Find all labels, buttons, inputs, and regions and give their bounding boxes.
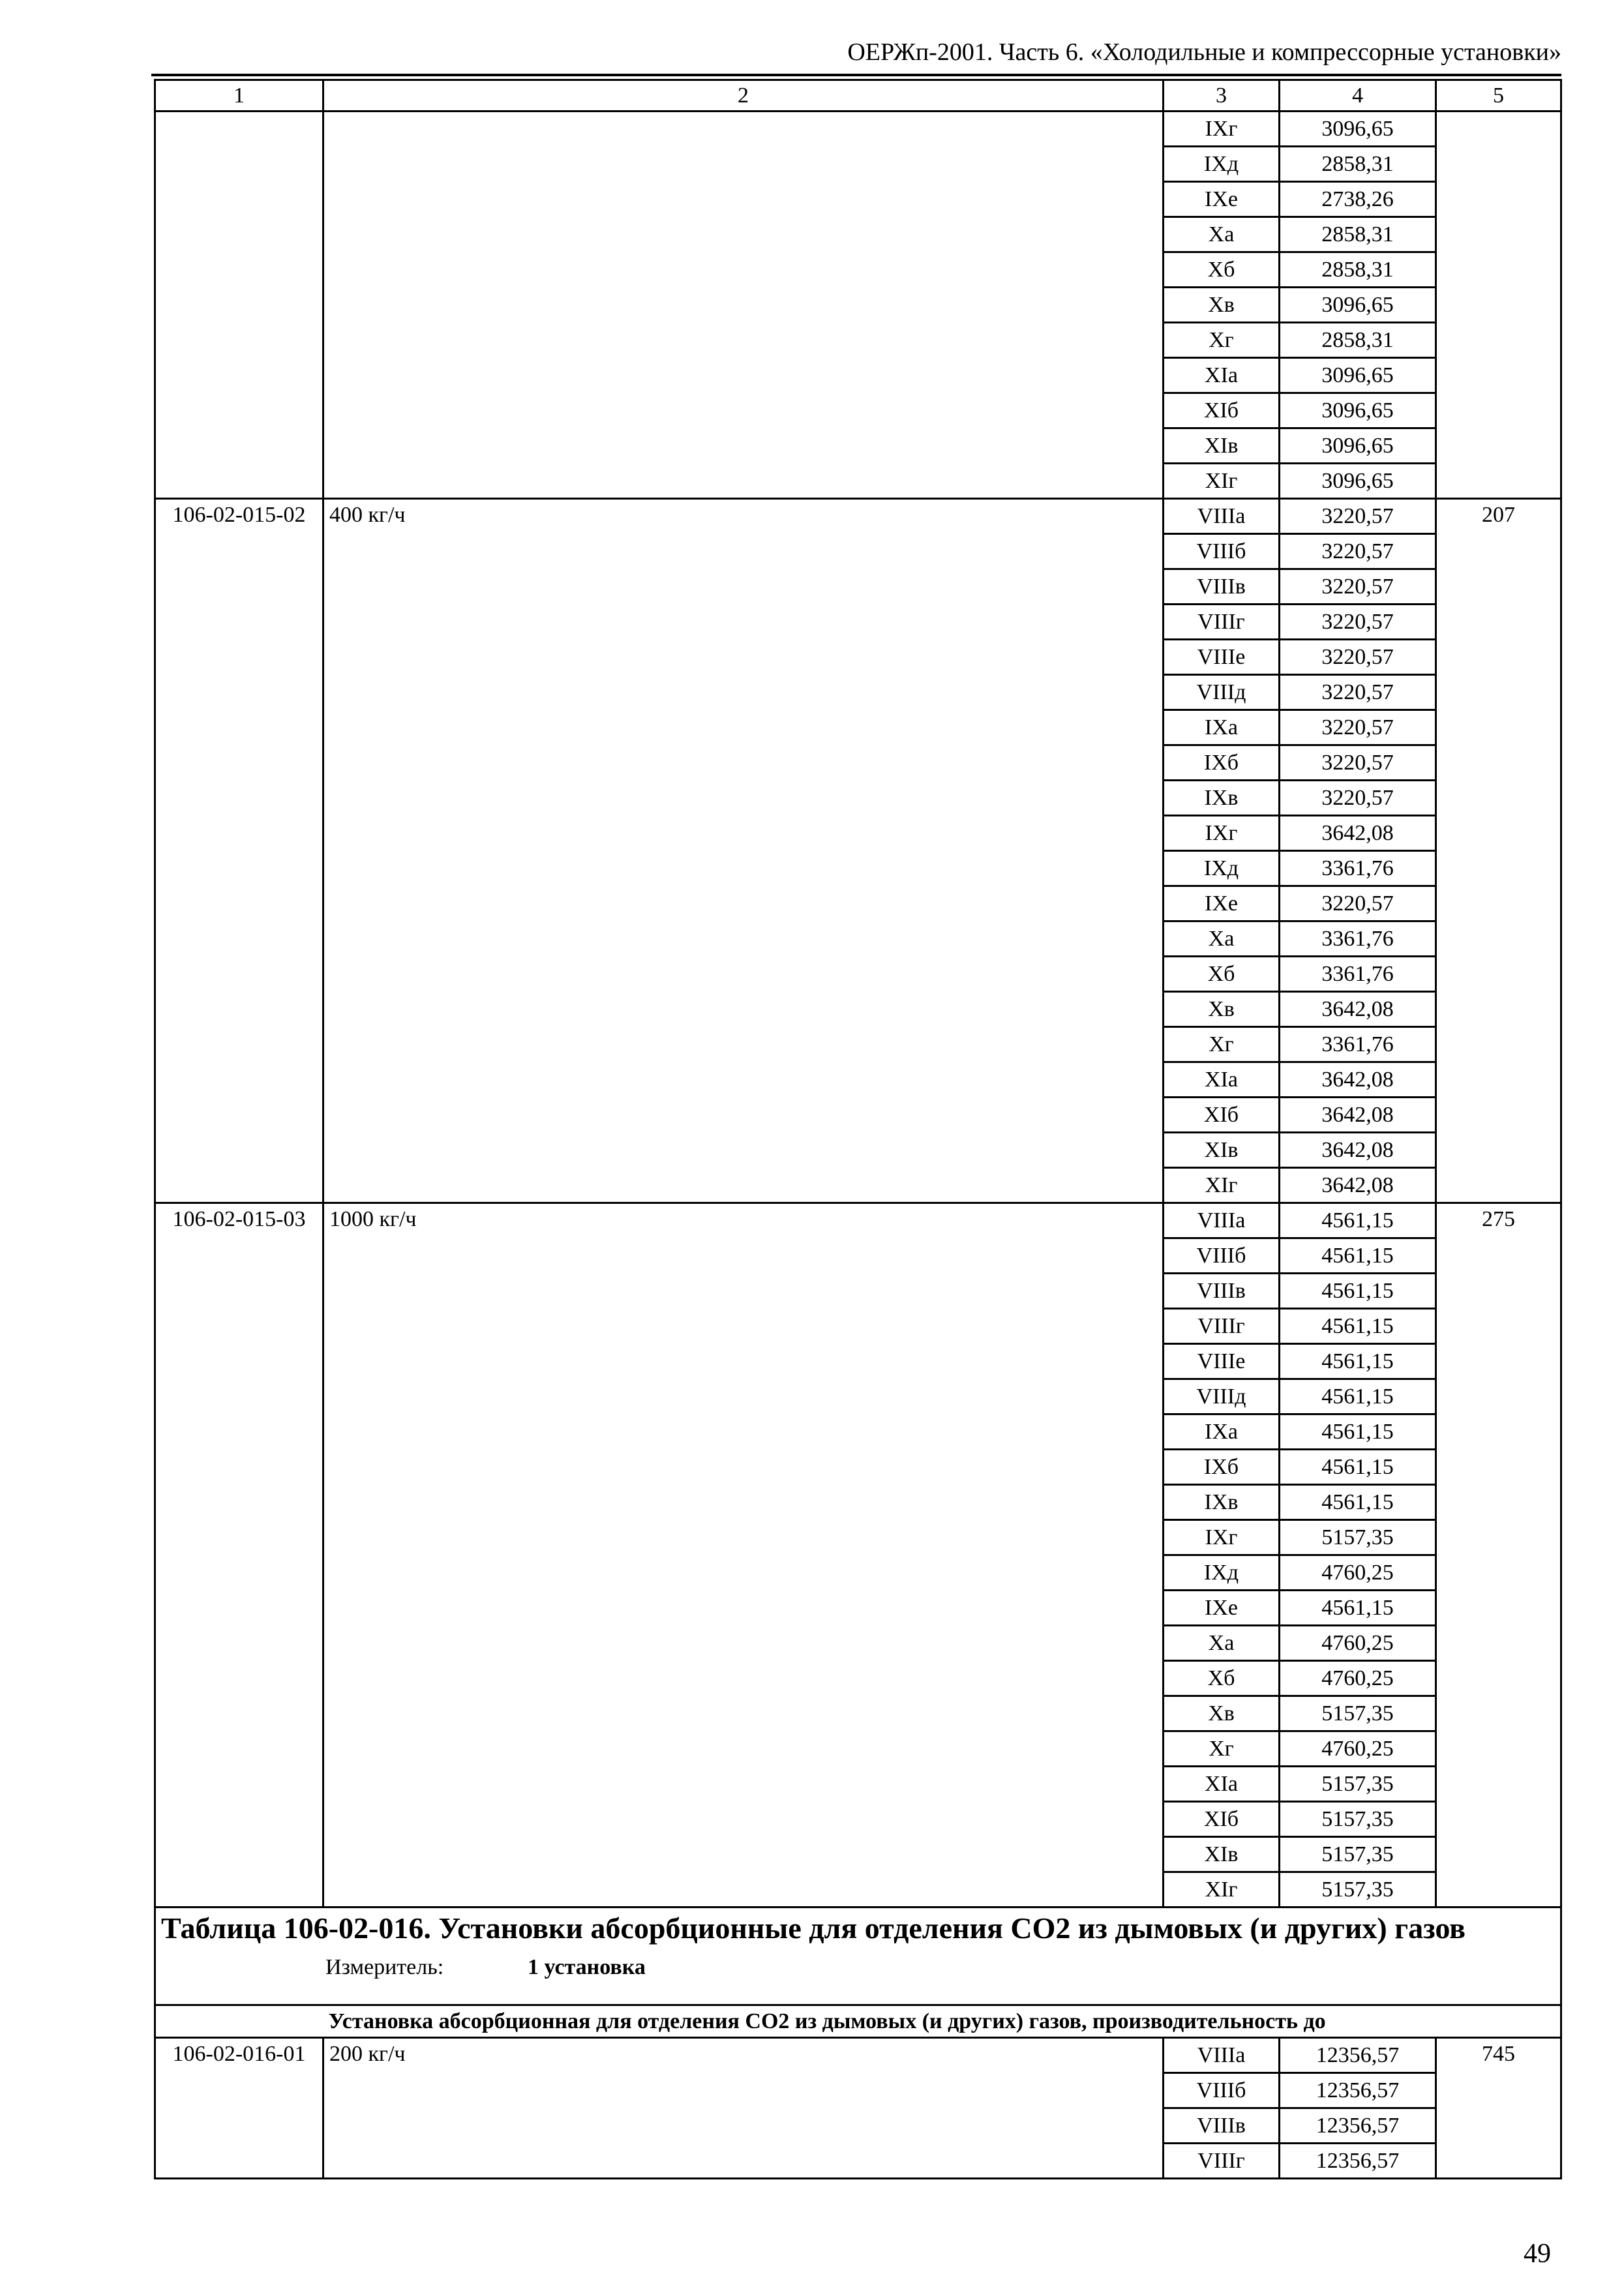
rate-value-cell: 4561,15 [1280,1379,1436,1414]
table-row [155,1203,1561,1238]
rate-value-cell: 3361,76 [1280,921,1436,957]
rate-value-cell: 4561,15 [1280,1344,1436,1379]
rate-value-cell: 3361,76 [1280,1027,1436,1062]
region-code-cell: XIа [1164,358,1280,393]
region-code-cell: VIIIг [1164,605,1280,640]
rates-table [154,79,1562,2179]
entry-description-cell: 1000 кг/ч [323,1203,1164,1908]
region-code-cell: Xа [1164,217,1280,252]
rate-value-cell: 12356,57 [1280,2038,1436,2073]
region-code-cell: Xг [1164,1731,1280,1767]
rates-table-body [155,80,1561,2179]
column-5-cell: 275 [1436,1203,1561,1908]
rate-value-cell: 3642,08 [1280,1098,1436,1133]
rate-value-cell: 3220,57 [1280,605,1436,640]
rate-value-cell: 3220,57 [1280,886,1436,921]
rate-value-cell: 3220,57 [1280,675,1436,710]
rate-value-cell: 3220,57 [1280,569,1436,605]
rate-value-cell: 3642,08 [1280,1133,1436,1168]
rate-value-cell: 3096,65 [1280,358,1436,393]
rate-value-cell: 4561,15 [1280,1485,1436,1520]
region-code-cell: IXв [1164,781,1280,816]
rate-value-cell: 4561,15 [1280,1238,1436,1274]
region-code-cell: XIб [1164,1098,1280,1133]
meter-label: Измеритель: [325,1955,444,1979]
entry-description-cell: 200 кг/ч [323,2038,1164,2179]
rate-value-cell: 3642,08 [1280,992,1436,1027]
region-code-cell: VIIIд [1164,675,1280,710]
page-number: 49 [1524,2239,1551,2269]
region-code-cell: VIIIг [1164,1309,1280,1344]
region-code-cell: VIIIе [1164,640,1280,675]
region-code-cell: Xг [1164,323,1280,358]
rate-value-cell: 4561,15 [1280,1309,1436,1344]
region-code-cell: XIа [1164,1767,1280,1802]
rate-value-cell: 3361,76 [1280,851,1436,886]
rate-value-cell: 3096,65 [1280,112,1436,147]
column-number: 4 [1280,80,1436,112]
region-code-cell: VIIIг [1164,2144,1280,2179]
rate-value-cell: 12356,57 [1280,2073,1436,2108]
column-number: 3 [1164,80,1280,112]
rate-value-cell: 5157,35 [1280,1767,1436,1802]
rate-value-cell: 5157,35 [1280,1872,1436,1908]
rate-value-cell: 3642,08 [1280,816,1436,851]
rate-value-cell: 3096,65 [1280,464,1436,499]
group-heading: Установка абсорбционная для отделения СО2 из дымовых (и других) газов, производительность до [323,2005,1561,2038]
rate-value-cell: 4561,15 [1280,1274,1436,1309]
rate-value-cell: 5157,35 [1280,1837,1436,1872]
rate-value-cell: 2858,31 [1280,252,1436,288]
region-code-cell: Xв [1164,992,1280,1027]
region-code-cell: XIа [1164,1062,1280,1098]
region-code-cell: XIг [1164,1168,1280,1203]
column-5-cell [1436,112,1561,499]
region-code-cell: VIIIа [1164,499,1280,534]
rate-value-cell: 3361,76 [1280,957,1436,992]
region-code-cell: VIIIв [1164,569,1280,605]
rate-value-cell: 2858,31 [1280,323,1436,358]
region-code-cell: VIIIе [1164,1344,1280,1379]
region-code-cell: VIIIв [1164,1274,1280,1309]
region-code-cell: VIIIб [1164,534,1280,569]
entry-id-cell: 106-02-015-03 [155,1203,323,1908]
region-code-cell: VIIIв [1164,2108,1280,2144]
rate-value-cell: 12356,57 [1280,2144,1436,2179]
table-row [155,112,1561,147]
rate-value-cell: 3220,57 [1280,640,1436,675]
region-code-cell: VIIIд [1164,1379,1280,1414]
rate-value-cell: 4760,25 [1280,1555,1436,1591]
region-code-cell: IXд [1164,147,1280,182]
rate-value-cell: 4760,25 [1280,1626,1436,1661]
region-code-cell: VIIIа [1164,1203,1280,1238]
rate-value-cell: 4561,15 [1280,1414,1436,1450]
region-code-cell: IXе [1164,1591,1280,1626]
region-code-cell: Xв [1164,288,1280,323]
rate-value-cell: 2858,31 [1280,147,1436,182]
region-code-cell: Xв [1164,1696,1280,1731]
entry-id-cell: 106-02-016-01 [155,2038,323,2179]
group-heading-row [155,2005,1561,2038]
running-header: ОЕРЖп-2001. Часть 6. «Холодильные и компрессорные установки» [847,38,1561,66]
region-code-cell: VIIIа [1164,2038,1280,2073]
header-rule [151,74,1561,76]
region-code-cell: VIIIб [1164,2073,1280,2108]
rate-value-cell: 3096,65 [1280,393,1436,428]
rate-value-cell: 4561,15 [1280,1450,1436,1485]
rate-value-cell: 3220,57 [1280,499,1436,534]
region-code-cell: XIб [1164,1802,1280,1837]
rate-value-cell: 4760,25 [1280,1731,1436,1767]
region-code-cell: IXд [1164,1555,1280,1591]
column-number: 5 [1436,80,1561,112]
rate-value-cell: 2858,31 [1280,217,1436,252]
region-code-cell: Xб [1164,1661,1280,1696]
rate-value-cell: 12356,57 [1280,2108,1436,2144]
rate-value-cell: 3096,65 [1280,288,1436,323]
group-heading-spacer [155,2005,323,2038]
column-number-row [155,80,1561,112]
rate-value-cell: 5157,35 [1280,1520,1436,1555]
table-row [155,499,1561,534]
rate-value-cell: 4561,15 [1280,1591,1436,1626]
region-code-cell: Xа [1164,1626,1280,1661]
region-code-cell: IXд [1164,851,1280,886]
region-code-cell: Xб [1164,252,1280,288]
table-title-row [155,1908,1561,2005]
rate-value-cell: 3642,08 [1280,1168,1436,1203]
region-code-cell: Xб [1164,957,1280,992]
region-code-cell: XIв [1164,1133,1280,1168]
region-code-cell: IXе [1164,182,1280,217]
rate-value-cell: 4760,25 [1280,1661,1436,1696]
meter-line [161,1946,1557,1979]
region-code-cell: IXг [1164,1520,1280,1555]
rate-value-cell: 3096,65 [1280,428,1436,464]
column-number: 1 [155,80,323,112]
entry-description-cell [323,112,1164,499]
region-code-cell: XIг [1164,464,1280,499]
rate-value-cell: 5157,35 [1280,1696,1436,1731]
rate-value-cell: 3220,57 [1280,745,1436,781]
meter-value: 1 установка [528,1955,646,1979]
region-code-cell: Xг [1164,1027,1280,1062]
region-code-cell: XIб [1164,393,1280,428]
region-code-cell: IXв [1164,1485,1280,1520]
entry-description-cell: 400 кг/ч [323,499,1164,1203]
rate-value-cell: 2738,26 [1280,182,1436,217]
region-code-cell: IXе [1164,886,1280,921]
column-number: 2 [323,80,1164,112]
region-code-cell: XIв [1164,1837,1280,1872]
rate-value-cell: 5157,35 [1280,1802,1436,1837]
table-title: Таблица 106-02-016. Установки абсорбционные для отделения СО2 из дымовых (и других) газов [161,1911,1466,1945]
region-code-cell: IXб [1164,745,1280,781]
table-row [155,2038,1561,2073]
region-code-cell: VIIIб [1164,1238,1280,1274]
rate-value-cell: 3220,57 [1280,534,1436,569]
region-code-cell: Xа [1164,921,1280,957]
region-code-cell: IXб [1164,1450,1280,1485]
entry-id-cell: 106-02-015-02 [155,499,323,1203]
rate-value-cell: 4561,15 [1280,1203,1436,1238]
rate-value-cell: 3642,08 [1280,1062,1436,1098]
column-5-cell: 207 [1436,499,1561,1203]
region-code-cell: XIв [1164,428,1280,464]
region-code-cell: IXа [1164,710,1280,745]
region-code-cell: IXг [1164,112,1280,147]
region-code-cell: IXа [1164,1414,1280,1450]
table-title-cell [155,1908,1561,2005]
region-code-cell: IXг [1164,816,1280,851]
rate-value-cell: 3220,57 [1280,710,1436,745]
entry-id-cell [155,112,323,499]
rate-value-cell: 3220,57 [1280,781,1436,816]
column-5-cell: 745 [1436,2038,1561,2179]
region-code-cell: XIг [1164,1872,1280,1908]
